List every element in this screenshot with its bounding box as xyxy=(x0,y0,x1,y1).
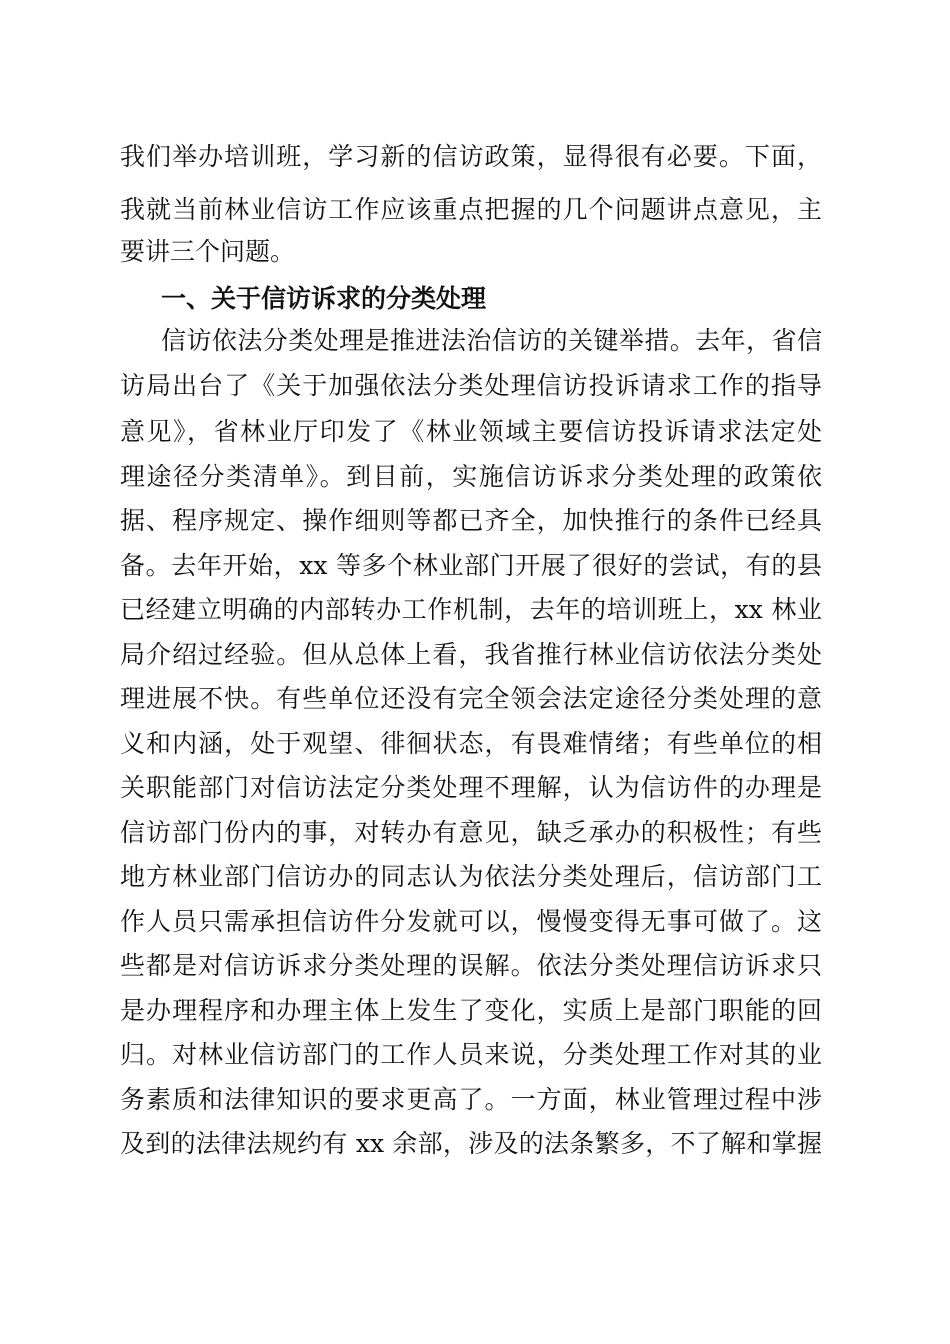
text-line: 访局出台了《关于加强依法分类处理信访投诉请求工作的指导 xyxy=(120,371,822,400)
text-line: 理进展不快。有些单位还没有完全领会法定途径分类处理的意 xyxy=(120,684,822,713)
text-line: 作人员只需承担信访件分发就可以，慢慢变得无事可做了。这 xyxy=(120,907,822,936)
text-line: 归。对林业信访部门的工作人员来说，分类处理工作对其的业 xyxy=(120,1040,822,1069)
text-line: 是办理程序和办理主体上发生了变化，实质上是部门职能的回 xyxy=(120,996,822,1025)
text-line: 些都是对信访诉求分类处理的误解。依法分类处理信访诉求只 xyxy=(120,951,822,980)
text-line: 信访部门份内的事，对转办有意见，缺乏承办的积极性；有些 xyxy=(120,818,822,847)
text-line: 据、程序规定、操作细则等都已齐全，加快推行的条件已经具 xyxy=(120,506,822,535)
text-line: 意见》，省林业厅印发了《林业领域主要信访投诉请求法定处 xyxy=(120,417,822,446)
text-line: 地方林业部门信访办的同志认为依法分类处理后，信访部门工 xyxy=(120,862,822,891)
text-line: 我就当前林业信访工作应该重点把握的几个问题讲点意见，主 xyxy=(120,195,822,224)
text-line: 信访依法分类处理是推进法治信访的关键举措。去年，省信 xyxy=(161,326,822,355)
text-line: 务素质和法律知识的要求更高了。一方面，林业管理过程中涉 xyxy=(120,1085,822,1114)
section-heading: 一、关于信访诉求的分类处理 xyxy=(161,284,487,313)
text-line: 义和内涵，处于观望、徘徊状态，有畏难情绪；有些单位的相 xyxy=(120,729,822,758)
text-line: 已经建立明确的内部转办工作机制，去年的培训班上，xx 林业 xyxy=(120,595,822,624)
text-line: 局介绍过经验。但从总体上看，我省推行林业信访依法分类处 xyxy=(120,640,822,669)
text-line: 理途径分类清单》。到目前，实施信访诉求分类处理的政策依 xyxy=(120,462,822,491)
text-line: 备。去年开始，xx 等多个林业部门开展了很好的尝试，有的县 xyxy=(120,551,822,580)
text-line: 我们举办培训班，学习新的信访政策，显得很有必要。下面， xyxy=(120,142,822,171)
text-line: 要讲三个问题。 xyxy=(120,237,296,266)
text-line: 及到的法律法规约有 xx 余部，涉及的法条繁多，不了解和掌握 xyxy=(120,1129,822,1158)
text-line: 关职能部门对信访法定分类处理不理解，认为信访件的办理是 xyxy=(120,773,822,802)
